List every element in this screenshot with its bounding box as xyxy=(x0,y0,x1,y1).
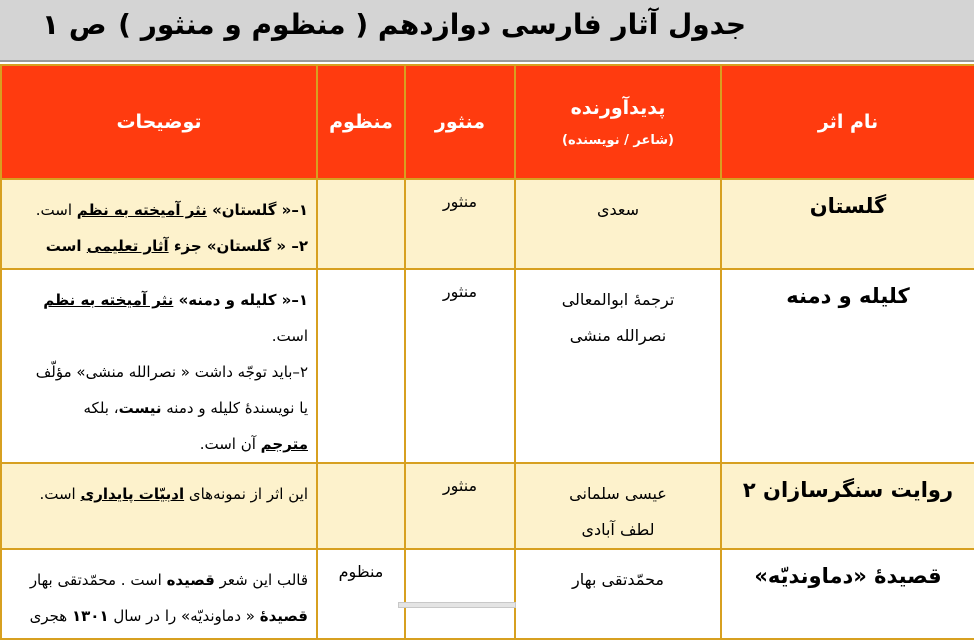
work-name: قصیدهٔ «دماوندیّه» xyxy=(721,549,974,639)
note-line: قصیدهٔ « دماوندیّه» را در سال ۱۳۰۱ هجری xyxy=(29,607,308,625)
work-notes xyxy=(1,269,317,463)
header-author-label: پدیدآورنده xyxy=(570,96,666,119)
work-author: ترجمهٔ ابوالمعالی نصرالله منشی xyxy=(515,269,721,463)
header-author-sub: (شاعر / نویسنده) xyxy=(562,132,674,148)
work-notes xyxy=(1,549,317,639)
work-prose: منثور xyxy=(405,179,515,269)
title-bar xyxy=(0,0,974,62)
horizontal-scrollbar[interactable] xyxy=(398,602,516,608)
work-author: محمّدتقی بهار xyxy=(515,549,721,639)
note-line: یا نویسندهٔ کلیله و دمنه نیست، بلکه xyxy=(83,399,308,417)
note-line: ۲–باید توجّه داشت « نصرالله منشی» مؤلّف xyxy=(35,363,308,381)
work-name: گلستان xyxy=(721,179,974,269)
note-line: ۱–« کلیله و دمنه» نثر آمیخته به نظم است. xyxy=(43,291,308,345)
work-verse xyxy=(317,269,405,463)
work-author: عیسی سلمانی لطف آبادی xyxy=(515,463,721,549)
note-line: این اثر از نمونه‌های ادبیّات پایداری است. xyxy=(39,485,308,503)
work-name: کلیله و دمنه xyxy=(721,269,974,463)
work-notes xyxy=(1,179,317,269)
header-notes: توضیحات xyxy=(1,65,317,179)
table-row xyxy=(1,463,974,549)
header-prose: منثور xyxy=(405,65,515,179)
note-line: قالب این شعر قصیده است . محمّدتقی بهار xyxy=(29,571,308,589)
table-header-row xyxy=(1,65,974,179)
page-number: ص ۱ xyxy=(42,8,107,41)
note-line: ۱–« گلستان» نثر آمیخته به نظم است. xyxy=(35,201,308,219)
work-verse xyxy=(317,179,405,269)
literary-works-table xyxy=(0,64,974,640)
page-title: جدول آثار فارسی دوازدهم ( منظوم و منثور ) xyxy=(118,8,746,41)
work-prose: منثور xyxy=(405,269,515,463)
header-name: نام اثر xyxy=(721,65,974,179)
work-prose: منثور xyxy=(405,463,515,549)
work-verse xyxy=(317,463,405,549)
work-notes xyxy=(1,463,317,549)
work-name: روایت سنگرسازان ۲ xyxy=(721,463,974,549)
note-line: ۲– « گلستان» جزء آثار تعلیمی است xyxy=(45,237,308,255)
work-verse: منظوم xyxy=(317,549,405,639)
table-row xyxy=(1,179,974,269)
note-line: مترجم آن است. xyxy=(199,435,308,453)
table-row xyxy=(1,269,974,463)
header-verse: منظوم xyxy=(317,65,405,179)
header-author xyxy=(515,65,721,179)
work-author: سعدی xyxy=(515,179,721,269)
work-prose xyxy=(405,549,515,639)
table-row xyxy=(1,549,974,639)
